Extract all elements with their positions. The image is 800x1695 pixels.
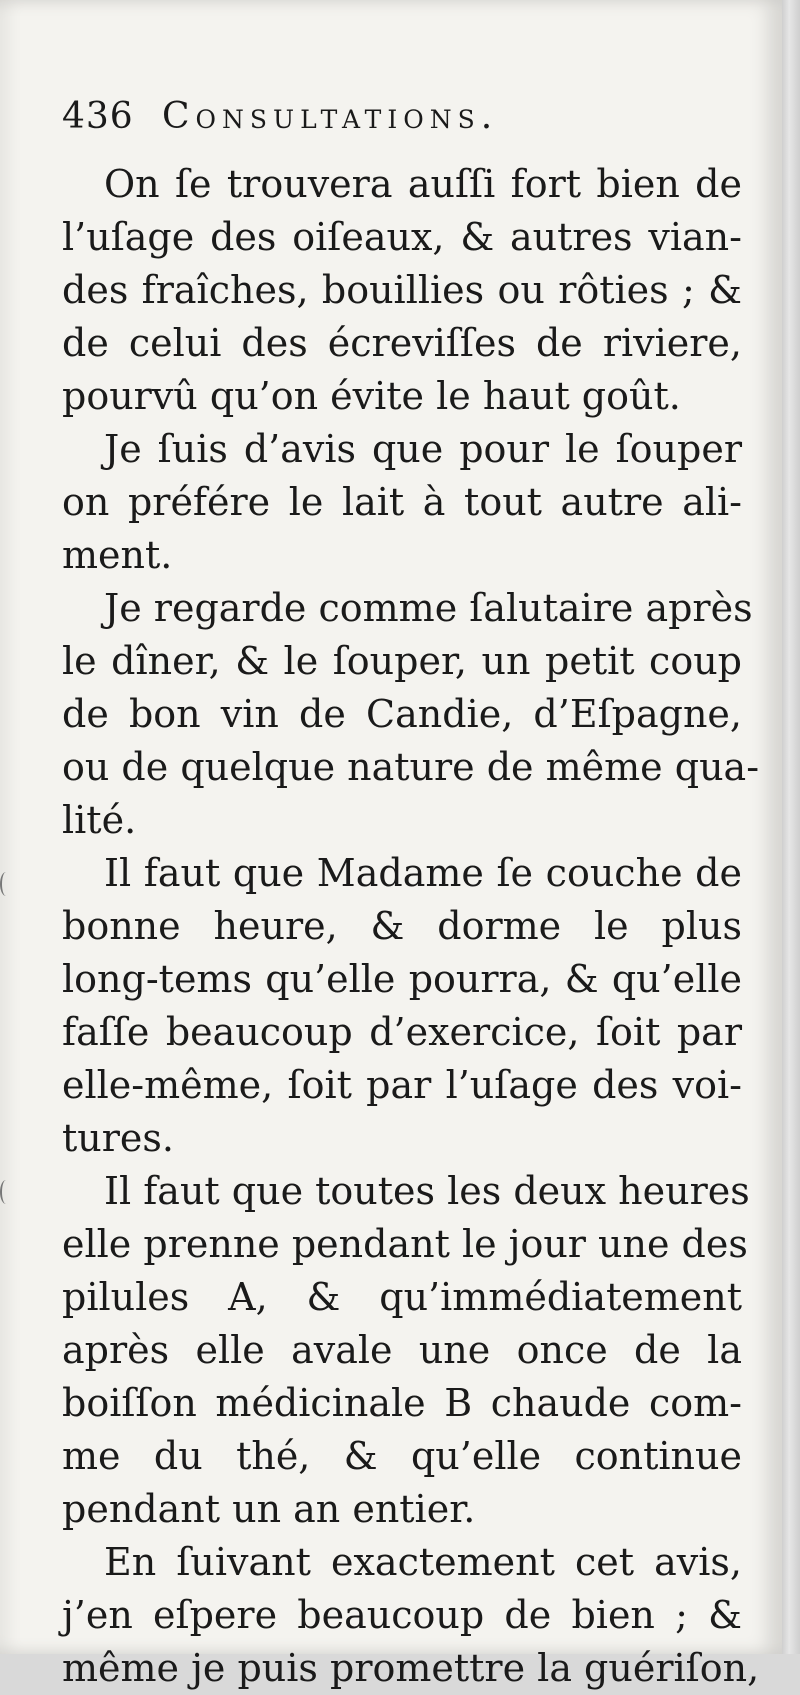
text-line: ment. bbox=[62, 533, 173, 577]
text-line: lité. bbox=[62, 798, 137, 842]
paragraph-4 bbox=[62, 847, 742, 1165]
margin-mark bbox=[0, 872, 12, 896]
text-line: On ſe trouvera auſſi fort bien de bbox=[104, 162, 742, 206]
text-line: ou de quelque nature de même qua- bbox=[62, 745, 760, 789]
text-line: après elle avale une once de la bbox=[62, 1328, 742, 1372]
margin-mark bbox=[0, 1180, 12, 1204]
text-line: elle prenne pendant le jour une des bbox=[62, 1222, 748, 1266]
running-head bbox=[62, 96, 742, 158]
paragraph-3 bbox=[62, 582, 760, 847]
text-line: de bon vin de Candie, d’Eſpagne, bbox=[62, 692, 742, 736]
page-edge bbox=[782, 0, 800, 1654]
text-line: long-tems qu’elle pourra, & qu’elle bbox=[62, 957, 742, 1001]
text-line: bonne heure, & dorme le plus bbox=[62, 904, 742, 948]
text-line: boiſſon médicinale B chaude com- bbox=[62, 1381, 742, 1425]
text-line: Je ſuis d’avis que pour le ſouper bbox=[104, 427, 742, 471]
text-line: on préfére le lait à tout autre ali- bbox=[62, 480, 742, 524]
text-line: des fraîches, bouillies ou rôties ; & bbox=[62, 268, 742, 312]
text-line: pourvû qu’on évite le haut goût. bbox=[62, 374, 681, 418]
text-line: l’uſage des oiſeaux, & autres vian- bbox=[62, 215, 742, 259]
text-line: j’en eſpere beaucoup de bien ; & bbox=[62, 1593, 742, 1637]
text-line: me du thé, & qu’elle continue bbox=[62, 1434, 742, 1478]
running-title: Consultations. bbox=[162, 96, 499, 137]
text-line: elle-même, ſoit par l’uſage des voi- bbox=[62, 1063, 742, 1107]
text-line: tures. bbox=[62, 1116, 174, 1160]
page-text bbox=[62, 96, 760, 1695]
text-line: pilules A, & qu’immédiatement bbox=[62, 1275, 742, 1319]
paragraph-2 bbox=[62, 423, 742, 582]
text-line: Je regarde comme ſalutaire après bbox=[104, 586, 753, 630]
text-line: Il faut que toutes les deux heures bbox=[104, 1169, 750, 1213]
text-line: En ſuivant exactement cet avis, bbox=[104, 1540, 742, 1584]
page-number: 436 bbox=[62, 96, 134, 137]
text-line: le dîner, & le ſouper, un petit coup bbox=[62, 639, 742, 683]
text-line: pendant un an entier. bbox=[62, 1487, 476, 1531]
paragraph-6 bbox=[62, 1536, 760, 1695]
text-line: faſſe beaucoup d’exercice, ſoit par bbox=[62, 1010, 742, 1054]
text-line: Il faut que Madame ſe couche de bbox=[104, 851, 742, 895]
text-line: même je puis promettre la guériſon, bbox=[62, 1646, 760, 1690]
paragraph-5 bbox=[62, 1165, 750, 1536]
text-line: de celui des écreviſſes de riviere, bbox=[62, 321, 742, 365]
paragraph-1 bbox=[62, 158, 742, 423]
